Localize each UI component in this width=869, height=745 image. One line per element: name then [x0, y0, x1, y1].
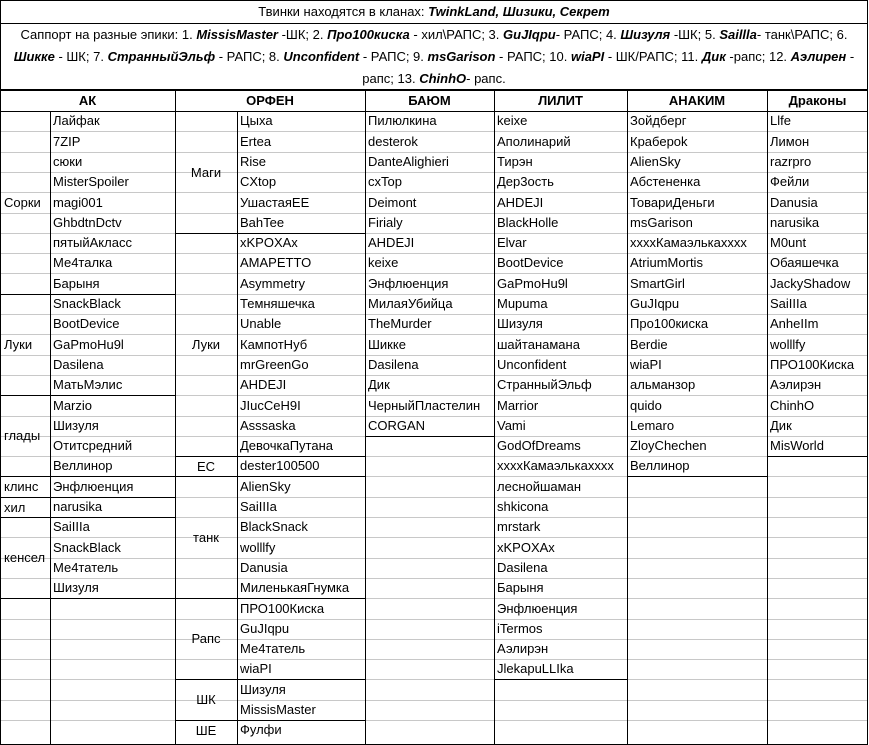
- orfen-player: Фулфи: [240, 722, 282, 737]
- grid-line: [0, 598, 175, 599]
- orfen-player: Ме4татель: [240, 641, 306, 656]
- orfen-player: mrGreenGo: [240, 357, 309, 372]
- lilit-player: Mupuma: [497, 296, 548, 311]
- support-text: - РАПС; 9.: [359, 49, 428, 64]
- anakim-player: ТовариДеньги: [630, 195, 715, 210]
- orfen-player: Danusia: [240, 560, 288, 575]
- baum-player: Энфлюенция: [368, 276, 449, 291]
- support-player-name: Шикке: [13, 49, 55, 64]
- ak-player: Marzio: [53, 398, 93, 413]
- baum-player: cxTop: [368, 174, 402, 189]
- dragons-player: narusika: [770, 215, 820, 230]
- lilit-player: mrstark: [497, 519, 541, 534]
- lilit-player: Аэлирэн: [497, 641, 549, 656]
- lilit-player: шайтанамана: [497, 337, 580, 352]
- grid-line: [767, 456, 868, 457]
- dragons-player: Аэлирэн: [770, 377, 822, 392]
- dragons-player: AnheIIm: [770, 316, 819, 331]
- orfen-player: wiaPI: [240, 661, 272, 676]
- anakim-player: Berdie: [630, 337, 668, 352]
- column-header-dragons: Драконы: [788, 93, 847, 108]
- dragons-player: Llfe: [770, 113, 791, 128]
- support-player-name: СтранныйЭльф: [107, 49, 216, 64]
- support-text: - хил\РАПС; 3.: [409, 27, 504, 42]
- clans-header: [0, 0, 868, 24]
- grid-line: [237, 111, 238, 745]
- support-text: - РАПС; 10.: [495, 49, 571, 64]
- grid-line: [494, 679, 627, 680]
- dragons-player: razrpro: [770, 154, 812, 169]
- ak-group-label: Сорки: [4, 195, 41, 210]
- orfen-player: Rise: [240, 154, 267, 169]
- grid-line: [767, 90, 768, 745]
- grid-line: [0, 111, 868, 112]
- orfen-player: Цыха: [240, 113, 273, 128]
- lilit-player: shkicona: [497, 499, 549, 514]
- ak-player: Шизуля: [53, 580, 99, 595]
- ak-player: narusika: [53, 499, 103, 514]
- grid-line: [0, 720, 868, 721]
- column-header-ak: АК: [78, 93, 97, 108]
- orfen-player: Asymmetry: [240, 276, 305, 291]
- ak-player: Энфлюенция: [53, 479, 134, 494]
- orfen-player: MissisMaster: [240, 702, 316, 717]
- grid-line: [365, 436, 494, 437]
- orfen-group-label: танк: [193, 529, 219, 545]
- support-player-name: wiaPI: [570, 49, 605, 64]
- anakim-player: AtriumMortis: [630, 255, 703, 270]
- orfen-player: КампотНуб: [240, 337, 308, 352]
- dragons-player: ПРО100Киска: [770, 357, 855, 372]
- orfen-group-label: Рапс: [191, 631, 221, 646]
- column-header-anakim: АНАКИМ: [668, 93, 726, 108]
- grid-line: [627, 476, 767, 477]
- lilit-player: JlekapuLLIka: [497, 661, 574, 676]
- support-text: - РАПС; 8.: [215, 49, 284, 64]
- dragons-player: M0unt: [770, 235, 807, 250]
- grid-line: [175, 90, 176, 745]
- ak-player: BootDevice: [53, 316, 120, 331]
- ak-player: magi001: [53, 195, 103, 210]
- lilit-player: Dasilena: [497, 560, 548, 575]
- ak-player: SaiIIIa: [53, 519, 90, 534]
- clans-prefix: Твинки находятся в кланах:: [258, 4, 429, 19]
- ak-player: Ме4талка: [53, 255, 113, 270]
- column-header-orfen: ОРФЕН: [246, 93, 294, 108]
- orfen-player: AlienSky: [240, 479, 291, 494]
- baum-player: Дик: [368, 377, 390, 392]
- column-header-lilit: ЛИЛИТ: [538, 93, 583, 108]
- baum-player: TheMurder: [368, 316, 432, 331]
- orfen-player: AMAPETTO: [240, 255, 312, 270]
- ak-player: Веллинор: [53, 458, 113, 473]
- lilit-player: Unconfident: [497, 357, 567, 372]
- ak-player: МатьМэлис: [53, 377, 123, 392]
- lilit-player: Барыня: [497, 580, 544, 595]
- orfen-player: JIucCeH9I: [240, 398, 301, 413]
- ak-group-label: кенсел: [4, 550, 46, 565]
- dragons-player: ChinhO: [770, 398, 815, 413]
- ak-player: SnackBlack: [53, 540, 121, 555]
- baum-player: AHDEJI: [368, 235, 415, 250]
- ak-group-label: хил: [4, 499, 26, 515]
- orfen-player: BlackSnack: [240, 519, 308, 534]
- dragons-player: Дик: [770, 418, 792, 433]
- ak-player: SnackBlack: [53, 296, 121, 311]
- anakim-player: AlienSky: [630, 154, 681, 169]
- ak-player: Лайфак: [53, 113, 100, 128]
- baum-player: DanteAlighieri: [368, 154, 449, 169]
- orfen-player: BahTee: [240, 215, 285, 230]
- orfen-player: CXtop: [240, 174, 277, 189]
- grid-line: [0, 619, 868, 620]
- anakim-player: Зойдберг: [630, 113, 687, 128]
- anakim-player: альманзор: [630, 377, 696, 392]
- support-player-name: Шизуля: [620, 27, 671, 42]
- baum-player: Deimont: [368, 195, 417, 210]
- clans-names: TwinkLand, Шизики, Секрет: [428, 4, 610, 19]
- support-player-name: Saillla: [719, 27, 757, 42]
- orfen-group-label: ШК: [196, 692, 216, 707]
- grid-line: [50, 111, 51, 745]
- orfen-player: Asssaska: [240, 418, 296, 433]
- orfen-group-label: Маги: [190, 164, 222, 180]
- support-player-name: MissisMaster: [196, 27, 278, 42]
- support-text: - ШК/РАПС; 11.: [604, 49, 702, 64]
- grid-line: [494, 90, 495, 745]
- support-player-name: ChinhO: [419, 71, 467, 86]
- dragons-player: JackyShadow: [770, 276, 851, 291]
- baum-player: ЧерныйПластелин: [368, 398, 481, 413]
- ak-player: GhbdtnDctv: [53, 215, 122, 230]
- anakim-player: quido: [630, 398, 662, 413]
- support-text: - ШК; 7.: [54, 49, 108, 64]
- lilit-player: леснойшаман: [497, 479, 581, 494]
- orfen-player: УшастаяЕЕ: [240, 195, 310, 210]
- support-text: - рапс; 13.: [362, 49, 855, 86]
- baum-player: Шикке: [368, 337, 406, 352]
- anakim-player: SmartGirl: [630, 276, 685, 291]
- orfen-player: Шизуля: [240, 682, 286, 697]
- lilit-player: BlackHolle: [497, 215, 559, 230]
- orfen-player: ДевочкаПутана: [240, 438, 334, 453]
- orfen-player: Unable: [240, 316, 282, 331]
- lilit-player: Elvar: [497, 235, 527, 250]
- orfen-player: Ertea: [240, 134, 272, 149]
- dragons-player: Danusia: [770, 195, 818, 210]
- ak-player: Барыня: [53, 276, 100, 291]
- baum-player: CORGAN: [368, 418, 426, 433]
- support-player-name: Unconfident: [283, 49, 360, 64]
- anakim-player: wiaPI: [630, 357, 662, 372]
- lilit-player: Тирэн: [497, 154, 533, 169]
- orfen-player: dester100500: [240, 458, 320, 473]
- support-header: [0, 24, 868, 90]
- grid-line: [0, 679, 868, 680]
- grid-line: [365, 90, 366, 745]
- lilit-player: AHDEJI: [497, 195, 544, 210]
- ak-player: Dasilena: [53, 357, 104, 372]
- support-text: -рапс; 12.: [725, 49, 791, 64]
- support-text: -ШК; 2.: [277, 27, 328, 42]
- lilit-player: iTermos: [497, 621, 543, 636]
- grid-line: [0, 90, 1, 745]
- support-player-name: Аэлирен: [790, 49, 847, 64]
- grid-line: [0, 659, 868, 660]
- orfen-player: SaiIIIa: [240, 499, 277, 514]
- support-text: - рапс.: [466, 71, 506, 86]
- ak-player: сюки: [53, 154, 83, 169]
- dragons-player: SaiIIIa: [770, 296, 807, 311]
- orfen-player: ПРО100Киска: [240, 601, 325, 616]
- anakim-player: Про100киска: [630, 316, 709, 331]
- dragons-player: Фейли: [770, 174, 810, 189]
- lilit-player: GaPmoHu9l: [497, 276, 568, 291]
- anakim-player: Краберok: [630, 134, 688, 149]
- lilit-player: Шизуля: [497, 316, 543, 331]
- grid-line: [0, 639, 868, 640]
- baum-player: МилаяУбийца: [368, 296, 453, 311]
- grid-line: [627, 90, 628, 745]
- ak-player: 7ZIP: [53, 134, 81, 149]
- grid-line: [0, 700, 868, 701]
- support-player-name: Дик: [701, 49, 726, 64]
- orfen-player: xKPOXAx: [240, 235, 298, 250]
- support-text: -ШК; 5.: [670, 27, 720, 42]
- anakim-player: GuJIqpu: [630, 296, 680, 311]
- support-text: - танк\РАПС; 6.: [756, 27, 848, 42]
- orfen-group-label: ШЕ: [195, 722, 217, 738]
- baum-player: Пилюлкина: [368, 113, 437, 128]
- support-player-name: GuJIqpu: [503, 27, 556, 42]
- orfen-group-label: Луки: [191, 337, 221, 352]
- grid-line: [0, 90, 868, 91]
- ak-player: Отитсредний: [53, 438, 133, 453]
- support-text: - РАПС; 4.: [555, 27, 621, 42]
- ak-group-label: клинс: [4, 479, 39, 494]
- baum-player: Dasilena: [368, 357, 419, 372]
- baum-player: keixe: [368, 255, 399, 270]
- ak-player: Шизуля: [53, 418, 99, 433]
- anakim-player: ZloyChechen: [630, 438, 707, 453]
- anakim-player: xxxxКамаэлькахххх: [630, 235, 747, 250]
- lilit-player: Дер3ость: [497, 174, 554, 189]
- anakim-player: Абстененка: [630, 174, 701, 189]
- lilit-player: keixe: [497, 113, 528, 128]
- orfen-player: Темняшечка: [240, 296, 315, 311]
- ak-group-label: глады: [4, 428, 41, 443]
- support-player-name: msGarison: [427, 49, 496, 64]
- baum-player: Firialy: [368, 215, 403, 230]
- anakim-player: msGarison: [630, 215, 693, 230]
- dragons-player: Обаяшечка: [770, 255, 839, 270]
- orfen-player: wolllfy: [240, 540, 276, 555]
- lilit-player: xKPOXAx: [497, 540, 555, 555]
- anakim-player: Lemaro: [630, 418, 675, 433]
- support-text: Саппорт на разные эпики: 1.: [20, 27, 197, 42]
- support-player-name: Про100киска: [327, 27, 410, 42]
- orfen-player: GuJIqpu: [240, 621, 290, 636]
- lilit-player: Marrior: [497, 398, 539, 413]
- orfen-player: AHDEJI: [240, 377, 287, 392]
- lilit-player: СтранныйЭльф: [497, 377, 592, 392]
- lilit-player: Аполинарий: [497, 134, 571, 149]
- lilit-player: Энфлюенция: [497, 601, 578, 616]
- dragons-player: MisWorld: [770, 438, 824, 453]
- baum-player: desterok: [368, 134, 418, 149]
- lilit-player: Vami: [497, 418, 526, 433]
- lilit-player: BootDevice: [497, 255, 564, 270]
- ak-player: пятыйАкласс: [53, 235, 132, 250]
- ak-player: MisterSpoiler: [53, 174, 129, 189]
- orfen-player: МиленькаяГнумка: [240, 580, 350, 595]
- dragons-player: Лимон: [770, 134, 810, 149]
- lilit-player: GodOfDreams: [497, 438, 581, 453]
- grid-line: [867, 90, 868, 745]
- dragons-player: wolllfy: [770, 337, 806, 352]
- anakim-player: Веллинор: [630, 458, 690, 473]
- ak-player: GaPmoHu9l: [53, 337, 124, 352]
- lilit-player: xxxxКамаэлькахххх: [497, 458, 614, 473]
- ak-group-label: Луки: [4, 337, 33, 352]
- orfen-group-label: ЕС: [196, 458, 216, 474]
- ak-player: Ме4татель: [53, 560, 119, 575]
- column-header-baum: БАЮМ: [408, 93, 451, 108]
